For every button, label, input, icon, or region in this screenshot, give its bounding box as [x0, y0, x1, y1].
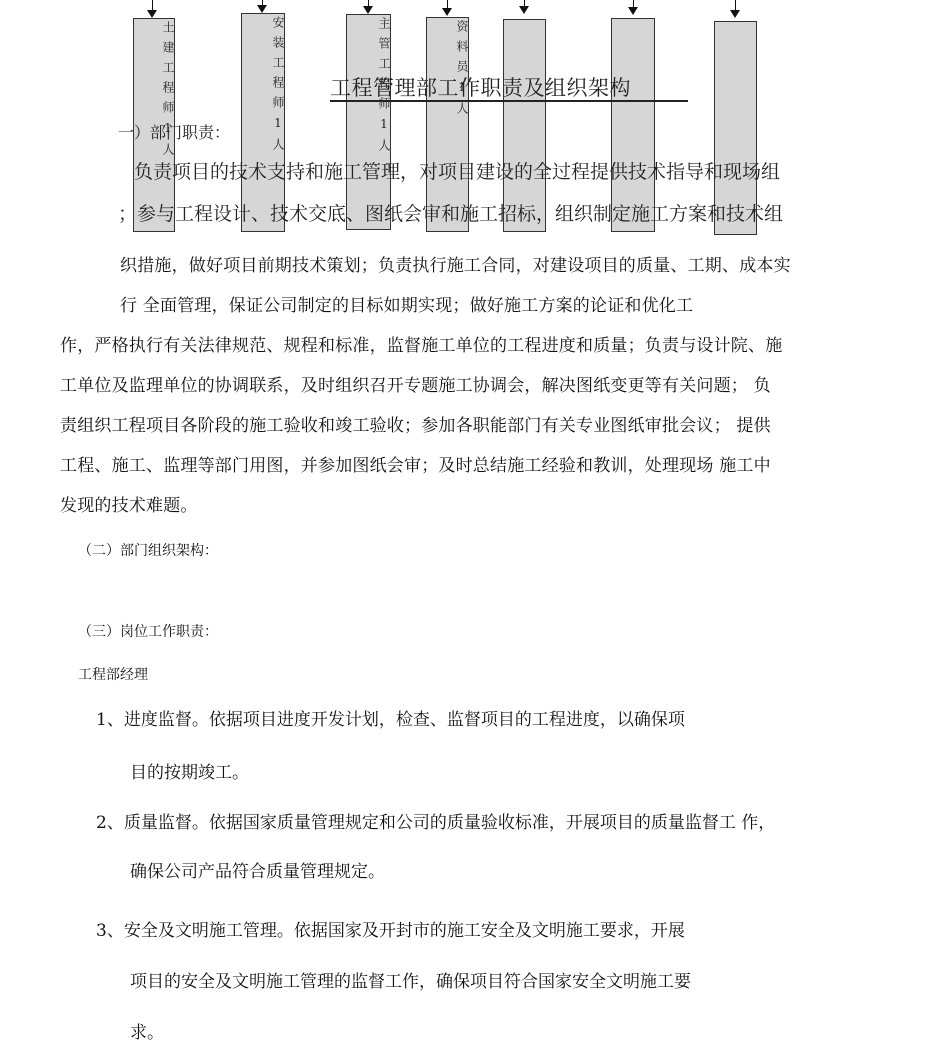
title-underline: [330, 100, 688, 102]
paragraph-line: ；参与工程设计、技术交底、图纸会审和施工招标，组织制定施工方案和技术组: [118, 203, 784, 225]
arrow-line: [152, 0, 153, 10]
paragraph-line: 工单位及监理单位的协调联系，及时组织召开专题施工协调会，解决图纸变更等有关问题； 负: [60, 376, 771, 396]
arrow-line: [633, 0, 634, 7]
duty-item-line: 项目的安全及文明施工管理的监督工作，确保项目符合国家安全文明施工要: [130, 972, 691, 992]
org-box-label: 安装工程师1人: [271, 16, 285, 158]
duty-item-line: 2、质量监督。依据国家质量管理规定和公司的质量验收标准，开展项目的质量监督工 作，: [96, 813, 776, 833]
arrow-down-icon: [147, 10, 157, 18]
paragraph-line: 织措施，做好项目前期技术策划；负责执行施工合同，对建设项目的质量、工期、成本实: [120, 256, 791, 276]
paragraph-line: 责组织工程项目各阶段的施工验收和竣工验收；参加各职能部门有关专业图纸审批会议； 提供: [60, 416, 771, 436]
duty-item-line: 1、进度监督。依据项目进度开发计划，检查、监督项目的工程进度，以确保项: [96, 710, 685, 730]
org-box-label: 土建工程师1人: [161, 21, 175, 163]
section1-heading: 一）部门职责：: [118, 123, 231, 142]
duty-item-line: 确保公司产品符合质量管理规定。: [130, 862, 385, 882]
arrow-down-icon: [628, 7, 638, 15]
duty-item-line: 目的按期竣工。: [130, 763, 249, 783]
arrow-down-icon: [730, 10, 740, 18]
section3-heading: （三）岗位工作职责：: [78, 624, 218, 640]
paragraph-line: 发现的技术难题。: [60, 496, 198, 516]
role-title: 工程部经理: [78, 667, 148, 683]
arrow-down-icon: [257, 5, 267, 13]
section2-heading: （二）部门组织架构：: [78, 543, 218, 559]
arrow-down-icon: [519, 6, 529, 14]
paragraph-line: 作，严格执行有关法律规范、规程和标准，监督施工单位的工程进度和质量；负责与设计院、施: [60, 336, 783, 356]
org-box-chief-engineer: [346, 14, 391, 230]
duty-item-line: 求。: [130, 1023, 164, 1043]
arrow-down-icon: [363, 6, 373, 14]
arrow-line: [447, 0, 448, 8]
paragraph-line: 负责项目的技术支持和施工管理，对项目建设的全过程提供技术指导和现场组: [134, 161, 781, 183]
org-box-label: 资料员1人: [455, 20, 469, 122]
org-box-label: 主管工程师1人: [377, 17, 391, 159]
paragraph-line: 工程、施工、监理等部门用图，并参加图纸会审；及时总结施工经验和教训，处理现场 施工中: [60, 456, 771, 476]
arrow-down-icon: [442, 8, 452, 16]
duty-item-line: 3、安全及文明施工管理。依据国家及开封市的施工安全及文明施工要求，开展: [96, 921, 685, 941]
document-title: 工程管理部工作职责及组织架构: [330, 76, 631, 100]
arrow-line: [735, 0, 736, 10]
paragraph-line: 行 全面管理，保证公司制定的目标如期实现；做好施工方案的论证和优化工: [120, 296, 694, 316]
